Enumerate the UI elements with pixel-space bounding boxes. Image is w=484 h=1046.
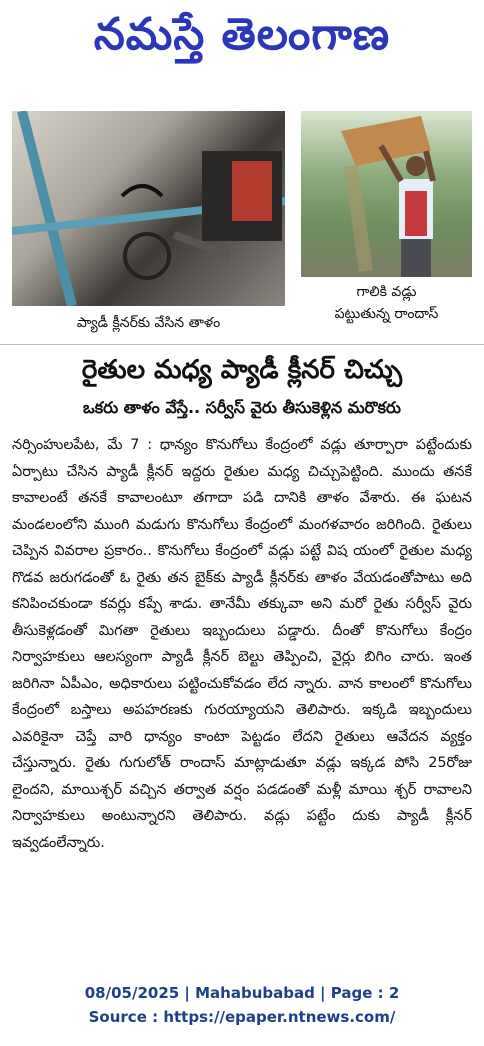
paddy-cleaner-lock-photo [12, 111, 285, 306]
article-body [12, 432, 472, 856]
right-caption-line1: గాలికి వడ్లు [356, 284, 417, 300]
article-subheadline: ఒకరు తాళం వేస్తే.. సర్వీస్ వైరు తీసుకెళ్లిన మరొకరు [83, 398, 401, 417]
edition-info: 08/05/2025 | Mahabubabad | Page : 2 [84, 984, 400, 1002]
source-link[interactable]: Source : https://epaper.ntnews.com/ [88, 1008, 396, 1026]
newspaper-title: నమస్తే తెలంగాణ [93, 9, 391, 60]
left-photo-caption: ప్యాడీ క్లీనర్‌కు వేసిన తాళం [76, 315, 221, 331]
paddy-cleaner-illustration [12, 111, 285, 306]
masthead [0, 0, 484, 80]
farmer-winnowing-photo [301, 111, 472, 277]
right-caption-line2: పట్టుతున్న రాందాస్ [334, 306, 439, 322]
divider [0, 344, 484, 345]
article-headline: రైతుల మధ్య ప్యాడీ క్లీనర్ చిచ్చు [81, 355, 403, 385]
source-footer [0, 981, 484, 1029]
article-body-text: నర్సింహులపేట, మే 7 : ధాన్యం కొనుగోలు కేంద్రంలో వడ్లు తూర్పారా పట్టేందుకు ఏర్పాటు చేసిన ప్యాడీ క్లీనర్ ఇద్దరు రైతుల మధ్య చిచ్చుపెట్టింది. ముందు తనకే కావాలంటే తనకే కావాలంటూ తగాదా పడి దానికి తాళం వేశారు. ఈ ఘటన మండలంలోని ముంగి మడుగు కొనుగోలు కేంద్రంలో మంగళవారం జరిగింది. రైతులు చెప్పిన వివరాల ప్రకారం.. కొనుగోలు కేంద్రంలో వడ్లు పట్టే విష యంలో రైతుల మధ్య గొడవ జరుగడంతో ఓ రైతు తన బైక్‌కు ప్యాడీ క్లీనర్‌కు తాళం వేయడంతోపాటు అది కనిపించకుండా కవర్లు కప్పే శాడు. తానేమీ తక్కువా అని మరో రైతు సర్వీస్ వైరు తీసుకెళ్లడంతో మిగతా రైతులు ఇబ్బందులు పడ్డారు. దీంతో కొనుగోలు కేంద్రం నిర్వాహకులు ఆలస్యంగా ప్యాడీ క్లీనర్ బెల్టు తెప్పించి, వైర్లు బిగిం చారు. ఇంత జరిగినా ఏపీఎం, అధికారులు పట్టించుకోవడం లేద న్నారు. వాన కాలంలో కొనుగోలు కేంద్రంలో బస్తాలు అపహరణకు గురయ్యాయని తెలిపారు. ఇక్కడి ఇబ్బందులు ఎవరికైనా చెప్తే వారి ధాన్యం కాంటా పెట్టడం లేదని రైతులు ఆవేదన వ్యక్తం చేస్తున్నారు. రైతు గుగులోత్ రాందాస్ మాట్లాడుతూ వడ్లు ఇక్కడ పోసి 25రోజు లైందని, మాయిశ్చర్ వచ్చిన తర్వాత వర్షం పడడంతో మళ్లీ మాయి శ్చర్ రావాలని నిర్వాహకులు అంటున్నారని తెలిపారు. వడ్లు పట్టేం దుకు ప్యాడీ క్లీనర్ ఇవ్వడంలేన్నారు. [12, 437, 472, 851]
right-photo-caption [301, 281, 472, 325]
farmer-illustration [301, 111, 472, 277]
